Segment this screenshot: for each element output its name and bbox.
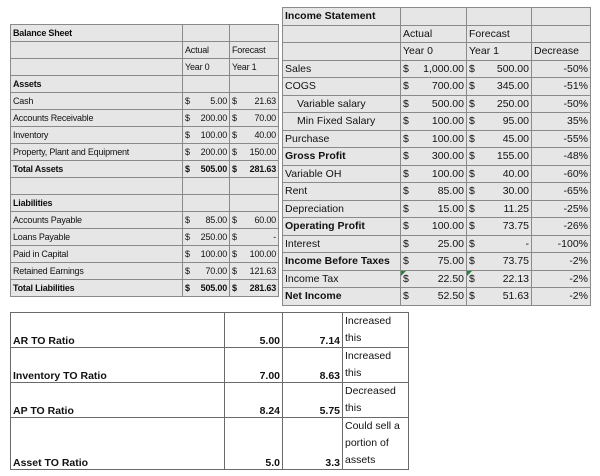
income-statement-header-row [283,25,591,43]
currency-symbol: $ [232,249,237,259]
section-label: Liabilities [11,195,183,212]
value-year0[interactable] [183,263,230,280]
empty-cell [183,195,230,212]
amount: - [525,237,529,250]
row-label: Income Before Taxes [283,253,401,271]
value-year1[interactable] [230,144,279,161]
amount: 22.50 [437,272,464,285]
currency-symbol: $ [232,266,237,276]
currency-symbol: $ [403,290,409,303]
ratio-label: Inventory TO Ratio [11,348,225,383]
amount: 281.63 [249,283,276,293]
col-header-forecast: Forecast [467,25,532,43]
currency-symbol: $ [185,113,190,123]
currency-symbol: $ [232,232,237,242]
currency-symbol: $ [469,150,475,163]
row-label: Variable salary [283,95,401,113]
row-label: Min Fixed Salary [283,113,401,131]
empty-cell [283,43,401,61]
table-row [283,148,591,166]
value-year1[interactable] [467,183,532,201]
col-subheader-year1: Year 1 [467,43,532,61]
amount: 500.00 [496,62,529,75]
currency-symbol: $ [185,266,190,276]
currency-symbol: $ [403,115,409,128]
empty-cell [532,25,591,43]
value-year1[interactable] [467,165,532,183]
table-row [283,288,591,306]
value-year1[interactable] [467,148,532,166]
currency-symbol: $ [403,272,409,285]
table-row [11,110,279,127]
amount: 1,000.00 [423,62,464,75]
value-year0[interactable] [183,280,230,297]
total-liabilities-row [11,280,279,297]
value-year0[interactable] [183,110,230,127]
ratio-row [11,348,409,383]
value-year1[interactable] [230,161,279,178]
table-row [11,229,279,246]
amount: 250.00 [496,97,529,110]
value-year1[interactable] [230,127,279,144]
amount: 505.00 [200,164,227,174]
currency-symbol: $ [403,62,409,75]
table-row [283,130,591,148]
currency-symbol: $ [469,185,475,198]
row-label: Total Liabilities [11,280,183,297]
amount: 73.75 [502,220,529,233]
col-header-forecast: Forecast [230,42,279,59]
amount: 85.00 [437,185,464,198]
currency-symbol: $ [232,130,237,140]
value-year1[interactable] [230,280,279,297]
currency-symbol: $ [185,232,190,242]
row-label: Property, Plant and Equipment [11,144,183,161]
value-year0[interactable] [401,288,467,306]
balance-sheet-title: Balance Sheet [11,25,183,42]
row-label: Rent [283,183,401,201]
currency-symbol: $ [185,164,190,174]
row-label: Paid in Capital [11,246,183,263]
currency-symbol: $ [403,132,409,145]
amount: 40.00 [254,130,276,140]
value-year1[interactable] [467,218,532,236]
row-label: Interest [283,235,401,253]
value-year1[interactable] [467,60,532,78]
value-year0[interactable] [183,161,230,178]
total-assets-row [11,161,279,178]
value-year0[interactable] [183,246,230,263]
row-label: Accounts Receivable [11,110,183,127]
value-year0[interactable] [401,253,467,271]
amount: 100.00 [431,115,464,128]
amount: 60.00 [254,215,276,225]
currency-symbol: $ [469,132,475,145]
currency-symbol: $ [185,249,190,259]
value-year0[interactable] [183,212,230,229]
change-percent[interactable]: -50% [532,95,591,113]
amount: 100.00 [431,167,464,180]
col-header-actual: Actual [183,42,230,59]
ratio-note: Could sell a portion of assets [343,418,409,470]
ratio-row [11,383,409,418]
table-row [283,78,591,96]
ratio-year0[interactable]: 7.00 [225,348,283,383]
currency-symbol: $ [185,215,190,225]
income-statement-title-row [283,8,591,26]
value-year0[interactable] [401,200,467,218]
currency-symbol: $ [469,62,475,75]
row-label: Variable OH [283,165,401,183]
currency-symbol: $ [185,130,190,140]
row-label: Depreciation [283,200,401,218]
value-year1[interactable] [467,288,532,306]
amount: 100.00 [200,249,227,259]
currency-symbol: $ [469,255,475,268]
row-label: Operating Profit [283,218,401,236]
value-year1[interactable] [467,95,532,113]
value-year1[interactable] [230,110,279,127]
amount: 100.00 [249,249,276,259]
row-label: Retained Earnings [11,263,183,280]
table-row [11,144,279,161]
value-year1[interactable] [230,246,279,263]
amount: 75.00 [437,255,464,268]
value-year0[interactable] [183,144,230,161]
amount: 25.00 [437,237,464,250]
change-percent[interactable]: -48% [532,148,591,166]
value-year1[interactable] [230,93,279,110]
ratio-year1[interactable]: 8.63 [283,348,343,383]
ratio-label: AR TO Ratio [11,313,225,348]
section-header-assets [11,76,279,93]
empty-cell [11,42,183,59]
amount: 95.00 [502,115,529,128]
amount: 150.00 [249,147,276,157]
empty-cell [183,76,230,93]
ratio-table [10,312,409,470]
row-label: COGS [283,78,401,96]
value-year0[interactable] [401,95,467,113]
ratio-year0[interactable]: 5.00 [225,313,283,348]
table-row [283,235,591,253]
change-percent[interactable]: -55% [532,130,591,148]
value-year0[interactable] [401,218,467,236]
amount: 85.00 [205,215,227,225]
amount: 30.00 [502,185,529,198]
ratio-note: Increased this [343,348,409,383]
table-row [11,93,279,110]
amount: 15.00 [437,202,464,215]
ratio-row [11,418,409,470]
amount: 281.63 [249,164,276,174]
currency-symbol: $ [403,97,409,110]
currency-symbol: $ [232,164,237,174]
change-percent[interactable]: -26% [532,218,591,236]
change-percent[interactable]: -2% [532,270,591,288]
change-percent[interactable]: -25% [532,200,591,218]
value-year1[interactable] [230,229,279,246]
amount: 345.00 [496,80,529,93]
value-year0[interactable] [401,60,467,78]
currency-symbol: $ [469,237,475,250]
table-row [283,270,591,288]
balance-sheet-table [10,24,279,297]
spacer-row [11,178,279,195]
ratio-label: Asset TO Ratio [11,418,225,470]
col-subheader-year1: Year 1 [230,59,279,76]
table-row [283,60,591,78]
table-row [283,183,591,201]
change-percent[interactable]: -100% [532,235,591,253]
table-row [11,127,279,144]
amount: 300.00 [431,150,464,163]
row-label: Sales [283,60,401,78]
currency-symbol: $ [185,283,190,293]
amount: 500.00 [431,97,464,110]
currency-symbol: $ [469,202,475,215]
section-header-liabilities [11,195,279,212]
amount: 73.75 [502,255,529,268]
amount: 100.00 [431,132,464,145]
empty-cell [230,195,279,212]
col-header-actual: Actual [401,25,467,43]
empty-cell [467,8,532,26]
change-percent[interactable]: -50% [532,60,591,78]
table-row [11,246,279,263]
amount: 21.63 [254,96,276,106]
row-label: Gross Profit [283,148,401,166]
currency-symbol: $ [185,147,190,157]
empty-cell [230,76,279,93]
amount: 5.00 [210,96,227,106]
value-year0[interactable] [401,165,467,183]
balance-sheet-subheader-row [11,59,279,76]
value-year0[interactable] [401,130,467,148]
amount: 70.00 [254,113,276,123]
change-percent[interactable]: -2% [532,288,591,306]
value-year0[interactable] [401,183,467,201]
amount: 22.13 [502,272,529,285]
balance-sheet-title-row [11,25,279,42]
balance-sheet-header-row [11,42,279,59]
value-year1[interactable] [230,212,279,229]
currency-symbol: $ [469,97,475,110]
amount: 51.63 [502,290,529,303]
empty-cell [183,25,230,42]
table-row [283,200,591,218]
value-year1[interactable] [467,200,532,218]
value-year1[interactable] [467,113,532,131]
col-subheader-year0: Year 0 [401,43,467,61]
amount: 700.00 [431,80,464,93]
row-label: Inventory [11,127,183,144]
empty-cell [11,178,183,195]
amount: 40.00 [502,167,529,180]
change-percent[interactable]: -65% [532,183,591,201]
currency-symbol: $ [469,115,475,128]
empty-cell [401,8,467,26]
value-year0[interactable] [401,78,467,96]
amount: 11.25 [503,202,529,215]
currency-symbol: $ [232,283,237,293]
currency-symbol: $ [403,255,409,268]
income-statement-subheader-row [283,43,591,61]
table-row [283,95,591,113]
empty-cell [230,25,279,42]
table-row [11,212,279,229]
col-subheader-decrease: Decrease [532,43,591,61]
value-year1[interactable] [467,235,532,253]
empty-cell [183,178,230,195]
currency-symbol: $ [232,113,237,123]
amount: - [273,232,276,242]
currency-symbol: $ [232,215,237,225]
amount: 155.00 [496,150,529,163]
ratio-row [11,313,409,348]
currency-symbol: $ [232,147,237,157]
value-year0[interactable] [401,148,467,166]
row-label: Net Income [283,288,401,306]
ratio-year0[interactable]: 5.0 [225,418,283,470]
table-row [283,165,591,183]
currency-symbol: $ [403,237,409,250]
change-percent[interactable]: -60% [532,165,591,183]
amount: 45.00 [502,132,529,145]
income-statement-title: Income Statement [283,8,401,26]
amount: 200.00 [200,113,227,123]
table-row [283,253,591,271]
ratio-year1[interactable]: 3.3 [283,418,343,470]
col-subheader-year0: Year 0 [183,59,230,76]
currency-symbol: $ [469,220,475,233]
change-percent[interactable]: -2% [532,253,591,271]
ratio-note: Decreased this [343,383,409,418]
row-label: Income Tax [283,270,401,288]
change-percent[interactable]: -51% [532,78,591,96]
row-label: Cash [11,93,183,110]
empty-cell [532,8,591,26]
currency-symbol: $ [232,96,237,106]
value-year0[interactable] [183,127,230,144]
table-row [283,218,591,236]
ratio-year1[interactable]: 7.14 [283,313,343,348]
currency-symbol: $ [469,290,475,303]
currency-symbol: $ [469,167,475,180]
empty-cell [230,178,279,195]
value-year1[interactable] [467,253,532,271]
value-year0[interactable] [401,270,467,288]
row-label: Total Assets [11,161,183,178]
currency-symbol: $ [469,80,475,93]
value-year1[interactable] [467,78,532,96]
empty-cell [11,59,183,76]
income-statement-table [282,7,591,306]
amount: 250.00 [200,232,227,242]
ratio-year0[interactable]: 8.24 [225,383,283,418]
amount: 100.00 [200,130,227,140]
amount: 52.50 [437,290,464,303]
section-label: Assets [11,76,183,93]
currency-symbol: $ [403,167,409,180]
value-year1[interactable] [467,130,532,148]
table-row [11,263,279,280]
amount: 121.63 [249,266,276,276]
row-label: Loans Payable [11,229,183,246]
currency-symbol: $ [469,272,475,285]
currency-symbol: $ [403,220,409,233]
currency-symbol: $ [403,202,409,215]
row-label: Accounts Payable [11,212,183,229]
currency-symbol: $ [403,185,409,198]
ratio-year1[interactable]: 5.75 [283,383,343,418]
value-year1[interactable] [230,263,279,280]
currency-symbol: $ [185,96,190,106]
currency-symbol: $ [403,80,409,93]
change-percent[interactable]: 35% [532,113,591,131]
amount: 70.00 [205,266,227,276]
value-year0[interactable] [183,93,230,110]
value-year0[interactable] [401,113,467,131]
ratio-note: Increased this [343,313,409,348]
table-row [283,113,591,131]
ratio-label: AP TO Ratio [11,383,225,418]
row-label: Purchase [283,130,401,148]
empty-cell [283,25,401,43]
amount: 100.00 [431,220,464,233]
value-year0[interactable] [401,235,467,253]
amount: 200.00 [200,147,227,157]
currency-symbol: $ [403,150,409,163]
value-year0[interactable] [183,229,230,246]
amount: 505.00 [200,283,227,293]
value-year1[interactable] [467,270,532,288]
